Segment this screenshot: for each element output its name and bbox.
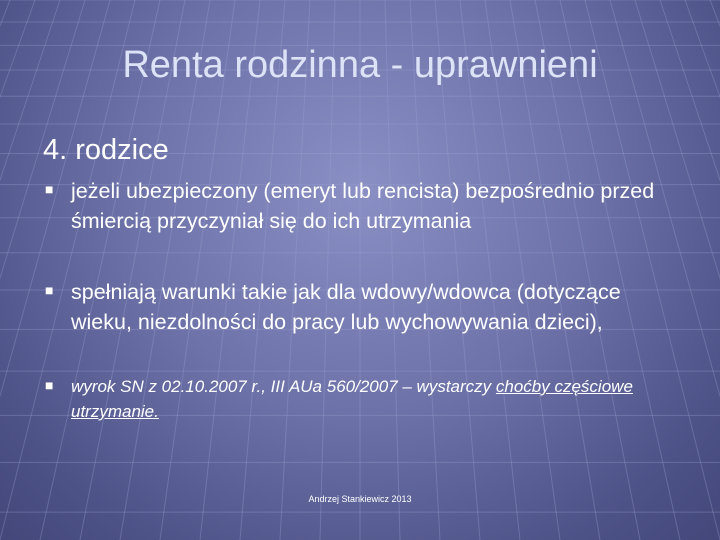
footer-author: Andrzej Stankiewicz 2013 — [308, 494, 412, 504]
bullet-item — [45, 277, 665, 337]
square-bullet-icon: ■ — [45, 377, 54, 393]
ruling-reference: wyrok SN z 02.10.2007 r., III AUa 560/2007 – wystarczy — [71, 377, 496, 396]
square-bullet-icon: ■ — [45, 181, 54, 197]
bullet-item — [45, 176, 665, 236]
square-bullet-icon: ■ — [45, 282, 54, 298]
bullet-text — [71, 374, 665, 424]
section-heading: 4. rodzice — [43, 134, 169, 166]
bullet-text: jeżeli ubezpieczony (emeryt lub rencista) bezpośrednio przed śmiercią przyczyniał się do ich utrzymania — [71, 179, 655, 233]
bullet-text: spełniają warunki takie jak dla wdowy/wdowca (dotyczące wieku, niezdolności do pracy lub wychowywania dzieci), — [71, 280, 621, 334]
ruling-conclusion: choćby częściowe utrzymanie. — [71, 377, 633, 421]
slide-title: Renta rodzinna - uprawnieni — [122, 44, 598, 86]
bullet-item — [45, 374, 665, 424]
